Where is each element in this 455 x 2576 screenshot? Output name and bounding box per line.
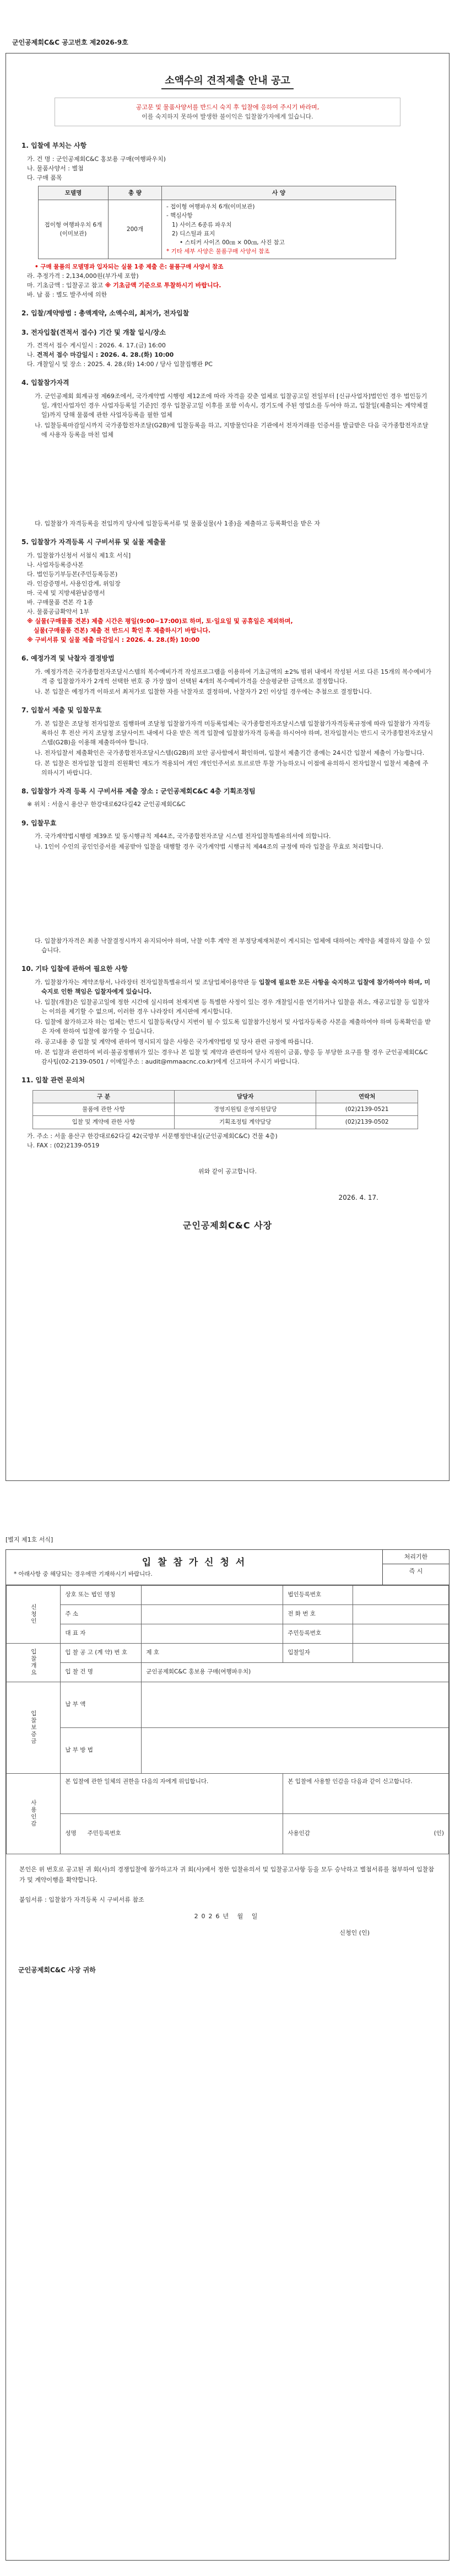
process-value: 즉 시 [409, 1568, 423, 1575]
applicant-table [6, 1585, 449, 1854]
form-field-label: 상호 또는 법인 명칭 [61, 1585, 142, 1604]
applicant-signature: 신청인 (인) [339, 1929, 370, 1936]
section-1 [27, 154, 434, 299]
s4-spacer [27, 441, 434, 518]
spec-line: • 스티커 사이즈 00㎝ × 00㎝, 사진 참고 [180, 239, 285, 246]
s5-item: 사. 물품공급확약서 1부 [27, 608, 90, 616]
s1-item-e-note: ※ 기초금액 기준으로 투찰하시기 바랍니다. [105, 281, 221, 289]
s1-item-b: 나. 물품사양서 : 별첨 [27, 164, 84, 172]
form-date: 2026년 월 일 [194, 1913, 261, 1920]
spec-line: 1) 사이즈 6종류 파우치 [172, 221, 232, 228]
item-table-header: 모델명 [39, 186, 109, 200]
section-11-heading: 11. 입찰 관련 문의처 [21, 1076, 85, 1085]
s11-fax: 나. FAX : (02)2139-0519 [27, 1141, 100, 1149]
proxy-text: 본 입찰에 관한 일체의 권한을 다음의 자에게 위임합니다. [61, 1773, 283, 1813]
company-name-field[interactable] [142, 1585, 283, 1604]
corp-number-field[interactable] [353, 1585, 449, 1604]
section-4 [27, 391, 434, 528]
s5-item: 나. 사업자등록증사본 [27, 561, 84, 568]
contact-table [32, 1090, 418, 1129]
notice-sheet [6, 53, 449, 1481]
contact-header: 연락처 [316, 1090, 418, 1103]
s5-red-note-2: 실물(구매물품 견본) 제출 전 반드시 확인 후 제출하시기 바랍니다. [34, 627, 211, 635]
application-form [6, 1549, 449, 2561]
form-field-label: 법인등록번호 [283, 1585, 353, 1604]
seal-label: 사용인감 [288, 1830, 310, 1837]
section-1-heading: 1. 입찰에 부치는 사항 [21, 141, 87, 149]
notice-date: 2026. 4. 17. [338, 1193, 378, 1201]
form-field-label: 주민등록번호 [283, 1624, 353, 1643]
s8-sub: ※ 위치 : 서울시 용산구 한강대로62다길42 군인공제회C&C [27, 801, 186, 808]
form-field-label: 입찰일자 [283, 1643, 353, 1662]
bid-name-field: 군인공제회C&C 홍보용 구매(여행파우치) [142, 1662, 449, 1682]
s7-item-b: 나. 전자입찰서 제출확인은 국가종합전자조달시스템(G2B)의 보안 공사함에서 확인하며, 입찰서 제출기간 종예는 24시간 입찰서 제출이 가능합니다. [35, 749, 425, 756]
section-2-heading: 2. 입찰/계약방법 : 총액계약, 소액수의, 최저가, 전자입찰 [21, 309, 189, 317]
form-field-label: 입 찰 건 명 [61, 1662, 142, 1682]
section-6 [27, 667, 434, 696]
process-label: 처리기한 [383, 1550, 449, 1564]
form-field-label: 납 부 액 [61, 1682, 142, 1727]
contact-cell: 물품에 관한 사항 [33, 1103, 175, 1116]
deposit-method-field[interactable] [142, 1727, 449, 1773]
section-5 [27, 551, 434, 645]
item-table-header: 총 량 [109, 186, 162, 200]
contact-cell: 경영지원팀 운영지원담당 [175, 1103, 316, 1116]
spec-line: 2) 디스틸과 표지 [172, 230, 215, 237]
section-9 [27, 831, 434, 955]
s1-item-e: 마. 기초금액 : 입찰공고 참고 ※ 기초금액 기준으로 투찰하시기 바랍니다. [27, 281, 221, 289]
form-label: [별지 제1호 서식] [6, 1536, 53, 1543]
form-field-label: 입 찰 공 고 (계 약) 번 호 [61, 1643, 142, 1662]
s5-item: 바. 구매물품 견본 각 1종 [27, 599, 94, 607]
attachments-label: 붙임서류 : 입찰참가 자격등록 시 구비서류 참조 [19, 1896, 144, 1904]
contact-header: 구 분 [33, 1090, 175, 1103]
form-field-label: 주 소 [61, 1604, 142, 1624]
s1-item-d: 라. 추정가격 : 2,134,000원(부가세 포함) [27, 272, 139, 280]
item-model: 접이형 여행파우치 6개(이미보관) [39, 200, 109, 259]
form-subtitle: * 아래사항 중 해당되는 경우에만 기재하시기 바랍니다. [14, 1571, 153, 1578]
item-specs [162, 200, 396, 259]
section-10-heading: 10. 기타 입찰에 관하여 필요한 사항 [21, 965, 128, 973]
spec-line: - 접이형 여행파우치 6개(이미보관) [166, 203, 255, 210]
representative-field[interactable] [142, 1624, 283, 1643]
s3-item-a: 가. 견적서 접수 게시일시 : 2026. 4. 17.(금) 16:00 [27, 342, 166, 350]
form-header [6, 1550, 449, 1585]
s5-item: 가. 입찰참가신청서 서첨식 제1호 서식] [27, 551, 131, 559]
section-6-heading: 6. 예정가격 및 낙찰자 결정방법 [21, 654, 115, 663]
section-8-heading: 8. 입찰참가 자격 등록 시 구비서류 제출 장소 : 군인공제회C&C 4층 기획조정팀 [21, 787, 256, 795]
seal-text: 본 입찰에 사용할 인감을 다음과 같이 신고합니다. [283, 1773, 449, 1813]
s6-item-b: 나. 본 입찰은 예정가격 이하로서 최저가로 입찰한 자를 낙찰자로 결정하며, 낙찰자가 2인 이상일 경우에는 추첨으로 결정합니다. [35, 688, 372, 695]
s5-item: 마. 국세 및 지방세완납증명서 [27, 589, 105, 597]
contact-cell: (02)2139-0521 [316, 1103, 418, 1116]
s4-item-c: 다. 입찰참가 자격등록을 전입까지 당사에 입찰등록서류 및 물품실물(사 1종)을 제출하고 등록확인을 받은 자 [35, 520, 320, 528]
table-row [33, 1116, 418, 1129]
s9-item-a: 가. 국가계약법시행령 제39조 및 동시행규칙 제44조, 국가종합전자조달 시스템 전자입찰특별유의서에 의합니다. [35, 833, 331, 840]
form-footer [6, 1854, 449, 1949]
s3-item-b: 나. 견적서 접수 마감일시 : 2026. 4. 28.(화) 10:00 [27, 351, 174, 359]
s7-item-c: 다. 본 입찰은 전자입찰 입찰의 진원확인 재도가 적용되어 개인 개인인주서로 토르로만 투찰 가능하오니 이점에 유의하시 전자입찰시 입찰서 제출에 주의하시기 바랍니다. [35, 759, 429, 776]
phone-field[interactable] [353, 1604, 449, 1624]
s10-item-b: 나. 입찰(개찰)은 입찰공고일에 정한 시간에 실시하며 천재지변 등 특별한 사정이 있는 경우 개찰일시를 연기하거나 입찰을 취소, 재공고입찰 등 입찰자는 이의를 제기할 수 없으며, 이러한 경우 나라장터 게시판에 게시합니다. [35, 998, 430, 1016]
side-label-deposit: 입찰보증금 [7, 1682, 61, 1773]
spec-line: * 기타 세부 사양은 물품구매 사양서 참조 [166, 248, 270, 255]
intro-line-2: 이를 숙지하지 못하여 발생한 불이익은 입찰참가자에게 있습니다. [142, 112, 313, 120]
s5-red-note-3: ※ 구비서류 및 실물 제출 마감일시 : 2026. 4. 28.(화) 10:00 [27, 636, 200, 644]
s1-item-f: 바. 납 품 : 별도 발주서에 의한 [27, 291, 107, 298]
s5-red-note-1: ※ 실물(구매물품 견본) 제출 시간은 평일(9:00~17:00)로 하며, 토·일요일 및 공휴일은 제외하며, [27, 618, 293, 625]
resident-number-field[interactable] [353, 1624, 449, 1643]
notice-number-field[interactable]: 제 호 [142, 1643, 283, 1662]
intro-box [55, 98, 400, 126]
s5-item: 다. 법인등기부등본(주민등록등본) [27, 570, 118, 578]
contact-cell: (02)2139-0502 [316, 1116, 418, 1129]
section-5-heading: 5. 입찰참가 자격등록 시 구비서류 및 실물 제출물 [21, 538, 166, 546]
side-label-bid: 입찰개요 [7, 1643, 61, 1682]
section-3-heading: 3. 전자입찰(견적서 접수) 기간 및 개찰 일시/장소 [21, 328, 166, 336]
s10-item-c: 다. 입찰에 참가하고자 하는 업체는 반드시 입찰등록(당시 지번이 될 수 있도록 입찰참가신청서 및 사업자등록증 사본을 제출하여야 하며 등록확인을 받은 자에 한하여 입찰에 참가할 수 있습니다. [35, 1018, 431, 1035]
notice-title: 소액수의 견적제출 안내 공고 [21, 73, 434, 89]
section-7 [27, 719, 434, 777]
s10-item-d: 라. 공고내용 중 입찰 및 계약에 관하여 명시되지 않은 사항은 국가계약법령 및 당사 관련 규정에 따릅니다. [35, 1038, 313, 1046]
item-qty: 200개 [109, 200, 162, 259]
section-4-heading: 4. 입찰참가자격 [21, 379, 69, 387]
notice-signature: 군인공제회C&C 사장 [182, 1220, 273, 1231]
s9-item-c: 다. 입찰참가자격은 최종 낙찰결정시까지 유지되어야 하며, 낙찰 이후 계약 전 부정당제재처분이 게시되는 업체에 대하여는 계약을 체결하지 않을 수 있습니다. [35, 937, 431, 954]
closing-text: 위와 같이 공고합니다. [198, 1167, 257, 1175]
s11-address: 가. 주소 : 서울 용산구 한강대로62다길 42(국방부 서문행정안내실(군인공제회C&C) 건물 4층) [27, 1132, 278, 1140]
s10-item-e: 마. 본 입찰과 관련하여 비리·불공정행위가 있는 경우나 본 입찰 및 계약과 관련하여 당사 직원이 금품, 향응 등 부당한 요구를 할 경우 군인공제회C&C 감사팀(02-2139-0501 / 이메일주소 : audit@mmaacnc.co.kr)에게 신고하여 주시기 바랍니다. [35, 1049, 428, 1066]
seal-mark: (인) [434, 1830, 444, 1837]
section-10 [27, 978, 434, 1066]
address-field[interactable] [142, 1604, 283, 1624]
s1-item-c: 다. 구매 품목 [27, 174, 62, 181]
s6-item-a: 가. 예정가격은 국가종합전자조달시스템의 복수예비가격 작성프로그램을 이용하여 기초금액의 ±2% 범위 내에서 작성된 서로 다른 15개의 복수예비가격 중 입찰참가자가 2개씩 선택한 번호 중 가장 많이 선택된 4개의 복수예비가격을 산술평균한 금액으로 결정합니다. [35, 668, 432, 685]
s7-item-a: 가. 본 입찰은 조달청 전자입찰로 집행하며 조달청 입찰참가자격 미등록업체는 국가종합전자조달시스템 입찰참가자격등록규정에 따라 입찰참가 자격등록하신 후 전산 커지 조달청 조달사이트 내에서 다운 받은 적격 입찰에 입찰참가자격 등록을 하시어야 하며, 전자입찰서는 반드시 국가종합전자조달시스템(G2B)을 이용해 제출하여야 합니다. [35, 720, 434, 746]
deposit-amount-field[interactable] [142, 1682, 449, 1727]
form-body-text: 본인은 위 번호로 공고된 귀 회(사)의 경쟁입찰에 참가하고자 귀 회(사)에서 정한 입찰유의서 및 입찰공고사항 등을 모두 승낙하고 별첨서류를 첨부하여 입찰참가 및 계약이행을 확약합니다. [19, 1865, 435, 1884]
s1-item-a: 가. 건 명 : 군인공제회C&C 홍보용 구매(여행파우치) [27, 155, 166, 163]
proxy-id-label: 주민등록번호 [87, 1830, 121, 1837]
side-label-applicant: 신청인 [7, 1585, 61, 1643]
form-field-label: 대 표 자 [61, 1624, 142, 1643]
table-row [33, 1103, 418, 1116]
intro-line-1: 공고문 및 물품사양서를 반드시 숙지 후 입찰에 응하여 주시기 바라며, [136, 103, 319, 111]
section-3 [27, 341, 434, 369]
side-label-seal: 사용인감 [7, 1773, 61, 1854]
form-field-label: 납 부 방 법 [61, 1727, 142, 1773]
section-9-heading: 9. 입찰무효 [21, 819, 57, 827]
contact-cell: 입찰 및 계약에 관한 사항 [33, 1116, 175, 1129]
bid-date-field[interactable] [353, 1643, 449, 1662]
proxy-name-label: 성명 [65, 1830, 77, 1837]
section-7-heading: 7. 입찰서 제출 및 입찰무효 [21, 706, 102, 714]
s4-item-b: 나. 입찰등록마감일시까지 국가종합전자조달(G2B)에 입찰등록을 하고, 지방물인다운 기관에서 전자거래를 인증서를 발급받은 다음 국가종합전자조달에 사용자 등록을 마친 업체 [35, 422, 429, 439]
item-table-header: 사 양 [162, 186, 396, 200]
s9-spacer [27, 852, 434, 935]
s9-item-b: 나. 1인이 수인의 공인인증서를 제공받아 입찰을 대행할 경우 국가계약법 시행규칙 제44조의 규정에 따라 입찰을 무효로 처리합니다. [35, 843, 383, 851]
spec-line: - 핵심사항 [166, 212, 193, 219]
s4-item-a: 가. 군인공제회 회계규정 제69조에서, 국가계약법 시행령 제12조에 따라 자격을 갖춘 업체로 입찰공고일 전일부터 [신규사업자]법인인 경우 법인등기일, 개인사업자인 경우 사업자등록일 기준]인 경우 입찰공고일 이후를 포함 이속시, 경기도에 주된 영업소를 두어야 하고, 입찰일(제출되는 계약체결일)까지 당해 물품에 관한 사업자등록을 필한 업체 [35, 392, 428, 418]
form-field-label: 전 화 번 호 [283, 1604, 353, 1624]
item-table [38, 186, 396, 259]
s5-item: 라. 인감증명서, 사용인감계, 위임장 [27, 579, 121, 587]
form-title: 입 찰 참 가 신 청 서 [142, 1557, 247, 1568]
s1-red-note: • 구매 물품의 모델명과 입자되는 실물 1종 제출 은: 물품구매 사양서 참조 [35, 263, 224, 270]
s3-item-c: 다. 개찰일시 및 장소 : 2025. 4. 28.(화) 14:00 / 당사 입찰집행관 PC [27, 361, 213, 368]
contact-cell: 기획조정팀 계약담당 [175, 1116, 316, 1129]
proxy-fields[interactable] [61, 1813, 283, 1854]
notice-number: 군인공제회C&C 공고번호 제2026-9호 [12, 39, 128, 46]
s10-item-a: 가. 입찰참가자는 계약조항서, 나라장터 전자입찰특별유의서 및 조달업체이용약관 등 입찰에 필요한 모든 사항을 숙지하고 입찰에 참가하여야 하며, 미숙지로 인한 책임은 입찰자에게 있습니다. [35, 978, 430, 995]
seal-field[interactable] [283, 1813, 449, 1854]
contact-header: 담당자 [175, 1090, 316, 1103]
form-recipient: 군인공제회C&C 사장 귀하 [18, 1966, 96, 1974]
